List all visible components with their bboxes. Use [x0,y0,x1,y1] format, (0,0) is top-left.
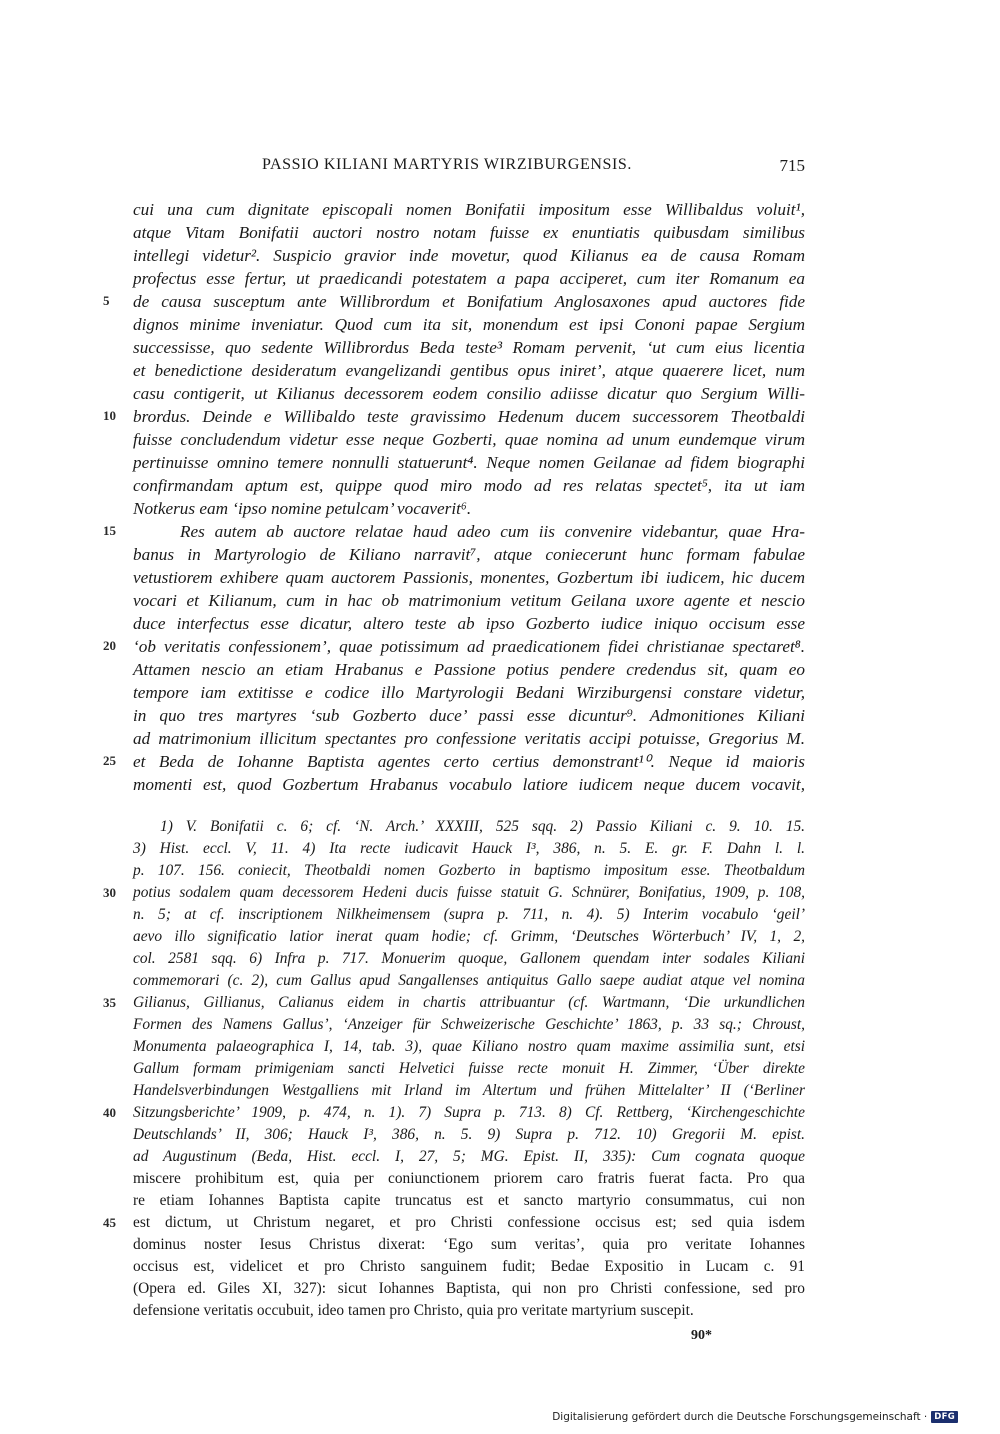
page-number: 715 [779,156,805,175]
footnote-line: 3) Hist. eccl. V, 11. 4) Ita recte iudicavit Hauck I³, 386, n. 5. E. gr. F. Dahn l. l. [133,840,805,857]
text-line: et benedictione desideratum evangelizandi gentibus opus iniret’, atque quaerere licet, num [133,361,805,380]
text-line: ‘ob veritatis confessionem’, quae potissimum ad praedicationem fidei christianae spectaret⁸. [133,637,805,656]
text-line: dignos minime inveniatur. Quod cum ita sit, monendum est ipsi Cononi papae Sergium [133,315,805,334]
footnote-line: ad Augustinum (Beda, Hist. eccl. I, 27, 5; MG. Epist. II, 335): Cum cognata quoque [133,1148,805,1165]
footnote-line: col. 2581 sqq. 6) Infra p. 717. Monuerim quoque, Gallonem quendam inter sodales Kiliani [133,950,805,967]
line-number: 40 [103,1105,116,1120]
text-line: momenti est, quod Gozbertum Hrabanus vocabulo latiore iudicem neque ducem vocavit, [133,775,805,794]
text-line: atque Vitam Bonifatii auctori nostro notam fuisse ex enuntiatis quibusdam similibus [133,223,805,242]
footnote-line: dominus noster Iesus Christus dixerat: ‘Ego sum veritas’, quia pro veritate Iohannes [133,1236,805,1253]
text-line: tempore iam extitisse e codice illo Martyrologii Bedani Wirziburgensi constare videtur, [133,683,805,702]
running-title: PASSIO KILIANI MARTYRIS WIRZIBURGENSIS. [262,156,633,173]
credit-text: Digitalisierung gefördert durch die Deutsche Forschungsgemeinschaft · [552,1411,928,1423]
footnote-line: Deutschlands’ II, 306; Hauck I³, 386, n. 5. 9) Supra p. 712. 10) Gregorii M. epist. [133,1126,805,1143]
footnote-line: potius sodalem quam decessorem Hedeni ducis fuisse statuit G. Schnürer, Bonifatius, 1909, p. 108, [133,884,805,901]
text-line: vetustiorem exhibere quam auctorem Passionis, monentes, Gozbertum ibi iudicem, hic ducem [133,568,805,587]
footnote-line: defensione veritatis occubuit, ideo tamen pro Christo, quia pro veritate martyrium suscepit. [133,1302,694,1319]
footnote-line: re etiam Iohannes Baptista capite truncatus est et sancto martyrio consummatus, cui non [133,1192,805,1209]
text-line: profectus esse fertur, ut praedicandi potestatem a papa acciperet, cum iter Romanum ea [133,269,805,288]
digitization-credit [552,1410,958,1424]
footnote-line: 1) V. Bonifatii c. 6; cf. ‘N. Arch.’ XXXIII, 525 sqq. 2) Passio Kiliani c. 9. 10. 15. [160,818,805,835]
text-line: et Beda de Iohanne Baptista agentes certo certius demonstrant¹⁰. Neque id maioris [133,752,805,771]
footnote-line: Handelsverbindungen Westgalliens mit Irland im Altertum und frühen Mittelalter’ II (‘Berliner [133,1082,805,1099]
footnote-line: Gallum formam primigeniam sancti Helvetici fuisse recte monuit H. Zimmer, ‘Über direkte [133,1060,805,1077]
footnote-line: miscere prohibitum est, quia per coniunctionem priorem caro fratris fuerat facta. Pro qua [133,1170,805,1187]
page-header [0,156,805,180]
text-line: intellegi videtur². Suspicio gravior inde movetur, quod Kilianus ea de causa Romam [133,246,805,265]
footnote-line: (Opera ed. Giles XI, 327): sicut Iohannes Baptista, qui non pro Christi confessione, sed pro [133,1280,805,1297]
text-line: brordus. Deinde e Willibaldo teste gravissimo Hedenum ducem successorem Theotbaldi [133,407,805,426]
footnote-line: p. 107. 156. coniecit, Theotbaldi nomen Gozberto in baptismo impositum esse. Theotbaldum [133,862,805,879]
line-number: 20 [103,638,116,653]
printer-signature: 90* [691,1328,712,1343]
footnote-line: Gilianus, Gillianus, Calianus eidem in chartis attribuantur (cf. Wartmann, ‘Die urkundlichen [133,994,805,1011]
footnote-line: aevo illo significatio latior inerat quam hodie; cf. Grimm, ‘Deutsches Wörterbuch’ IV, 1, 2, [133,928,805,945]
text-line: confirmandam aptum est, quippe quod miro modo ad res relatas spectet⁵, ita ut iam [133,476,805,495]
footnote-line: Formen des Namens Gallus’, ‘Anzeiger für Schweizerische Geschichte’ 1863, p. 33 sq.; Chroust, [133,1016,805,1033]
text-line: de causa susceptum ante Willibrordum et Bonifatium Anglosaxones apud auctores fide [133,292,805,311]
text-line: Res autem ab auctore relatae haud adeo cum iis convenire videbantur, quae Hra- [180,522,805,541]
footnote-line: commemorari (c. 2), cum Gallus apud Sangallenses antiquitus Gallo saepe audiat atque vel nomina [133,972,805,989]
line-number: 15 [103,523,116,538]
footnote-line: Sitzungsberichte’ 1909, p. 474, n. 1). 7) Supra p. 713. 8) Cf. Rettberg, ‘Kirchengeschichte [133,1104,805,1121]
text-line: fuisse concludendum videtur esse neque Gozberti, quae nomina ad unum eundemque virum [133,430,805,449]
text-line: successisse, quo sedente Willibrordus Beda teste³ Romam pervenit, ‘ut cum eius licentia [133,338,805,357]
text-line: banus in Martyrologio de Kiliano narravit⁷, atque coniecerunt hunc formam fabulae [133,545,805,564]
text-line: ad matrimonium illicitum spectantes pro confessione veritatis accipi potuisse, Gregorius M. [133,729,805,748]
footnote-line: est dictum, ut Christum negaret, et pro Christi confessione occisus est; sed quia isdem [133,1214,805,1231]
text-line: Attamen nescio an etiam Hrabanus e Passione potius pendere credendus sit, quam eo [133,660,805,679]
text-line: in quo tres martyres ‘sub Gozberto duce’ passi esse dicuntur⁹. Admonitiones Kiliani [133,706,805,725]
line-number: 30 [103,885,116,900]
text-line: duce interfectus esse dicatur, altero teste ab ipso Gozberto iudice iniquo occisum esse [133,614,805,633]
dfg-logo-icon: DFG [931,1411,958,1423]
footnote-line: n. 5; at cf. inscriptionem Nilkheimensem (supra p. 711, n. 4). 5) Interim vocabulo ‘geil’ [133,906,805,923]
text-line: pertinuisse omnino temere nonnulli statuerunt⁴. Neque nomen Geilanae ad fidem biographi [133,453,805,472]
line-number: 45 [103,1215,116,1230]
line-number: 5 [103,293,110,308]
footnote-line: occisus est, videlicet et pro Christo sanguinem fudit; Bedae Expositio in Lucam c. 91 [133,1258,805,1275]
text-line: casu contigerit, ut Kilianus decessorem eodem consilio adiisse dicatur quo Sergium Willi- [133,384,805,403]
line-number: 10 [103,408,116,423]
footnote-line: Monumenta palaeographica I, 14, tab. 3), quae Kiliano nostro quam maxime assimilia sunt, etsi [133,1038,805,1055]
line-number: 25 [103,753,116,768]
text-line: cui una cum dignitate episcopali nomen Bonifatii impositum esse Willibaldus voluit¹, [133,200,805,219]
line-number: 35 [103,995,116,1010]
text-line: vocari et Kilianum, cum in hac ob matrimonium vetitum Geilana uxore agente et nescio [133,591,805,610]
text-line: Notkerus eam ‘ipso nomine petulcam’ vocaverit⁶. [133,499,472,518]
